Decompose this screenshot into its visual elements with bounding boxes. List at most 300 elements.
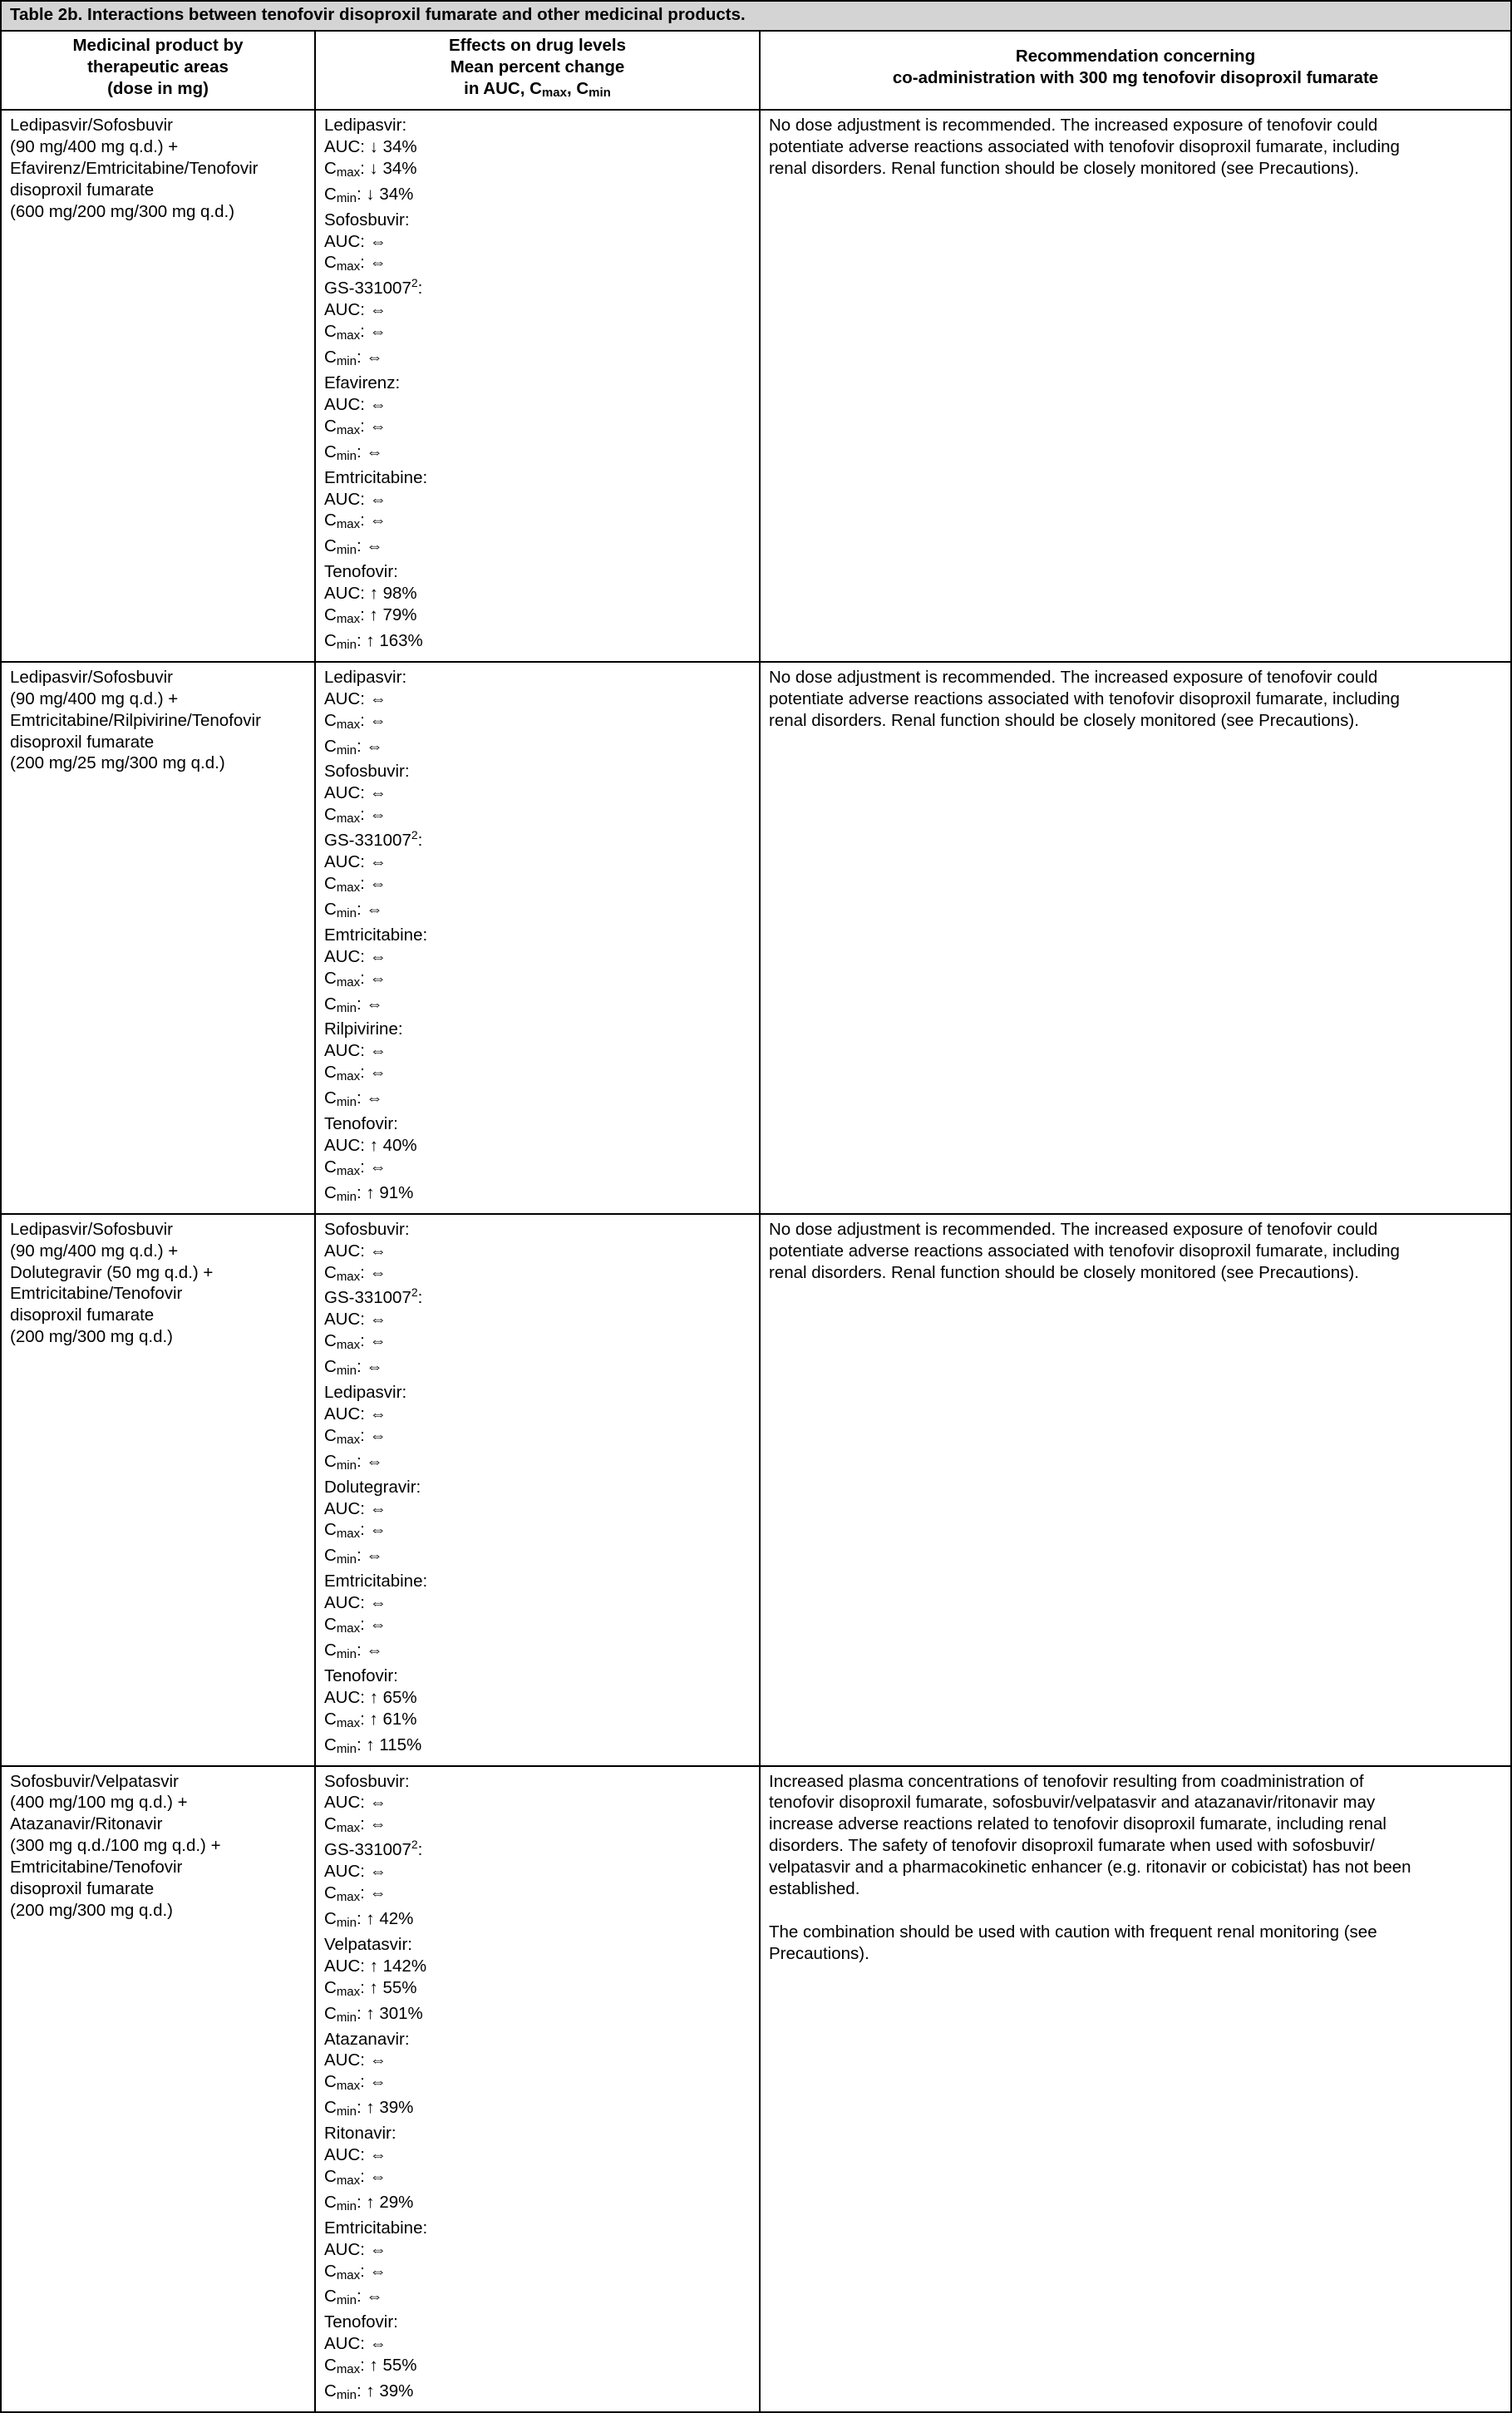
subscript: max xyxy=(336,2173,361,2188)
subscript: max xyxy=(336,881,361,895)
effect-line xyxy=(324,467,751,489)
effects-cell xyxy=(315,662,760,1214)
subscript: max xyxy=(336,1432,361,1447)
subscript: min xyxy=(589,86,611,100)
subscript: min xyxy=(336,2388,357,2403)
effect-line xyxy=(324,710,751,736)
pk-change: : ⇔ xyxy=(360,1425,387,1445)
drug-name: GS-331007 xyxy=(324,1840,411,1860)
subscript: max xyxy=(336,1984,361,1999)
subscript: min xyxy=(336,1915,357,1930)
drug-name: Emtricitabine: xyxy=(324,467,428,487)
product-cell xyxy=(1,110,315,662)
pk-parameter: C xyxy=(324,1451,337,1471)
pk-parameter: AUC xyxy=(324,300,361,320)
pk-change: : ⇔ xyxy=(356,536,383,556)
subscript: max xyxy=(336,328,361,343)
header-line-auc xyxy=(323,78,752,104)
pk-parameter: AUC xyxy=(324,1041,361,1061)
effect-line xyxy=(324,1861,751,1883)
effect-line xyxy=(324,561,751,583)
effect-line xyxy=(324,510,751,535)
pk-change: : ⇔ xyxy=(360,1404,387,1424)
drug-name: Dolutegravir: xyxy=(324,1477,421,1497)
subscript: max xyxy=(336,2079,361,2094)
pk-parameter: AUC xyxy=(324,1793,361,1813)
pk-parameter: C xyxy=(324,874,337,893)
effect-line xyxy=(324,1404,751,1425)
effect-line xyxy=(324,442,751,467)
product-line: Atazanavir/Ritonavir xyxy=(10,1814,163,1834)
pk-change: : ⇔ xyxy=(360,1520,387,1540)
subscript: min xyxy=(336,1364,357,1379)
product-line: (200 mg/300 mg q.d.) xyxy=(10,1327,173,1347)
recommendation-cell xyxy=(760,110,1511,662)
product-line: Emtricitabine/Rilpivirine/Tenofovir xyxy=(10,710,261,730)
pk-parameter: C xyxy=(324,2072,337,2092)
header-line: Effects on drug levels xyxy=(448,36,627,55)
product-line: disoproxil fumarate xyxy=(10,1305,155,1325)
product-line: (90 mg/400 mg q.d.) + xyxy=(10,688,179,708)
footnote-marker: 2 xyxy=(411,1838,418,1852)
effect-line xyxy=(324,1040,751,1062)
subscript: min xyxy=(336,743,357,757)
effect-line xyxy=(324,2029,751,2050)
drug-name: Atazanavir: xyxy=(324,2029,410,2049)
pk-change: : ⇔ xyxy=(360,1331,387,1351)
pk-change: : ↑ 65% xyxy=(360,1687,417,1707)
pk-parameter: AUC xyxy=(324,1241,361,1261)
header-effects xyxy=(315,31,760,110)
effect-line xyxy=(324,1113,751,1135)
effect-line xyxy=(324,347,751,373)
recommendation-cell xyxy=(760,1766,1511,2412)
pk-change: : ↑ 39% xyxy=(356,2098,414,2118)
effect-line xyxy=(324,1640,751,1665)
punctuation: : xyxy=(417,279,423,299)
pk-change: : ↓ 34% xyxy=(360,136,417,156)
subscript: max xyxy=(336,165,361,180)
pk-change: : ⇔ xyxy=(360,1793,387,1813)
drug-name: Efavirenz: xyxy=(324,373,401,392)
drug-name: GS-331007 xyxy=(324,279,411,299)
pk-change: : ⇔ xyxy=(360,2166,387,2186)
pk-parameter: C xyxy=(324,442,337,461)
effect-line xyxy=(324,252,751,278)
pk-parameter: C xyxy=(324,184,337,204)
effect-line xyxy=(324,2218,751,2239)
table-row xyxy=(1,662,1511,1214)
pk-change: : ↑ 142% xyxy=(360,1956,427,1976)
pk-change: : ⇔ xyxy=(360,1157,387,1177)
drug-name: Tenofovir: xyxy=(324,2312,398,2332)
drug-name: Tenofovir: xyxy=(324,1114,398,1134)
pk-change: : ⇔ xyxy=(360,489,387,509)
effect-line xyxy=(324,394,751,416)
effect-line xyxy=(324,2355,751,2381)
pk-change: : ⇔ xyxy=(360,1615,387,1635)
effect-line xyxy=(324,804,751,830)
pk-parameter: C xyxy=(324,1615,337,1635)
pk-change: : ⇔ xyxy=(360,1593,387,1613)
effect-line xyxy=(324,2097,751,2123)
pk-parameter: C xyxy=(324,1182,337,1202)
subscript: max xyxy=(336,812,361,827)
effect-line xyxy=(324,1062,751,1088)
pk-parameter: C xyxy=(324,2003,337,2023)
recommendation-cell xyxy=(760,1214,1511,1766)
recommendation-line: renal disorders. Renal function should be closely monitored (see Precautions). xyxy=(769,1262,1359,1282)
effect-line xyxy=(324,2123,751,2144)
pk-change: : ⇔ xyxy=(360,511,387,530)
product-cell xyxy=(1,1766,315,2412)
header-line: Recommendation concerning xyxy=(1015,47,1256,66)
effect-line xyxy=(324,1498,751,1520)
effect-line xyxy=(324,1309,751,1330)
pk-parameter: AUC xyxy=(324,688,361,708)
pk-parameter: C xyxy=(324,630,337,650)
effects-cell xyxy=(315,1214,760,1766)
effect-line xyxy=(324,2333,751,2355)
pk-change: : ⇔ xyxy=(360,394,387,414)
effect-line xyxy=(324,1330,751,1356)
pk-change: : ⇔ xyxy=(356,736,383,756)
punctuation: : xyxy=(417,1288,423,1308)
recommendation-line: No dose adjustment is recommended. The increased exposure of tenofovir could xyxy=(769,116,1378,135)
pk-parameter: C xyxy=(324,348,337,368)
subscript: max xyxy=(336,517,361,532)
effect-line xyxy=(324,1425,751,1451)
effect-line xyxy=(324,688,751,710)
drug-name: Tenofovir: xyxy=(324,562,398,582)
effect-line xyxy=(324,1262,751,1288)
pk-change: : ⇔ xyxy=(360,300,387,320)
effect-line xyxy=(324,1571,751,1592)
drug-name: Emtricitabine: xyxy=(324,925,428,945)
pk-parameter: C xyxy=(324,605,337,625)
effect-line xyxy=(324,184,751,210)
pk-parameter: AUC xyxy=(324,783,361,803)
pk-parameter: AUC xyxy=(324,852,361,872)
effect-line xyxy=(324,1934,751,1956)
subscript: max xyxy=(336,1069,361,1084)
pk-change: : ⇔ xyxy=(360,2261,387,2281)
product-line: Ledipasvir/Sofosbuvir xyxy=(10,116,173,135)
product-line: (300 mg q.d./100 mg q.d.) + xyxy=(10,1836,221,1856)
product-line: Dolutegravir (50 mg q.d.) + xyxy=(10,1262,214,1282)
subscript: max xyxy=(541,86,567,100)
drug-name: Ledipasvir: xyxy=(324,667,407,687)
subscript: min xyxy=(336,543,357,558)
effect-line xyxy=(324,1771,751,1793)
effect-line xyxy=(324,1157,751,1182)
pk-parameter: AUC xyxy=(324,1687,361,1707)
header-text: , C xyxy=(566,79,589,98)
pk-parameter: AUC xyxy=(324,2145,361,2165)
pk-parameter: C xyxy=(324,158,337,178)
drug-name: Velpatasvir: xyxy=(324,1934,412,1954)
effects-cell xyxy=(315,110,760,662)
effect-line xyxy=(324,115,751,136)
header-row xyxy=(1,31,1511,110)
effect-line xyxy=(324,604,751,630)
pk-parameter: C xyxy=(324,2261,337,2281)
pk-change: : ⇔ xyxy=(356,1088,383,1108)
effect-line xyxy=(324,1287,751,1309)
pk-change: : ⇔ xyxy=(356,994,383,1014)
product-line: Emtricitabine/Tenofovir xyxy=(10,1284,183,1304)
product-line: (600 mg/200 mg/300 mg q.d.) xyxy=(10,201,235,221)
drug-name: Emtricitabine: xyxy=(324,1572,428,1591)
pk-parameter: AUC xyxy=(324,1498,361,1518)
effect-line xyxy=(324,1135,751,1157)
pk-parameter: AUC xyxy=(324,584,361,604)
pk-change: : ⇔ xyxy=(360,968,387,988)
pk-change: : ⇔ xyxy=(360,1310,387,1330)
effect-line xyxy=(324,278,751,299)
header-recommendation xyxy=(760,31,1511,110)
effect-line xyxy=(324,136,751,158)
effect-line xyxy=(324,1792,751,1813)
drug-name: GS-331007 xyxy=(324,1288,411,1308)
pk-parameter: AUC xyxy=(324,394,361,414)
recommendation-line: established. xyxy=(769,1879,860,1899)
effect-line xyxy=(324,2166,751,2192)
pk-parameter: AUC xyxy=(324,1135,361,1155)
effect-line xyxy=(324,994,751,1019)
subscript: min xyxy=(336,190,357,205)
pk-change: : ↑ 42% xyxy=(356,1908,414,1928)
pk-change: : ↑ 61% xyxy=(360,1709,417,1729)
pk-parameter: AUC xyxy=(324,1404,361,1424)
pk-change: : ↑ 115% xyxy=(356,1734,422,1754)
drug-name: Sofosbuvir: xyxy=(324,210,410,229)
pk-change: : ⇔ xyxy=(360,2334,387,2354)
subscript: min xyxy=(336,1095,357,1110)
table-row xyxy=(1,1766,1511,2412)
effect-line xyxy=(324,210,751,231)
pk-change: : ⇔ xyxy=(360,1814,387,1834)
pk-parameter: C xyxy=(324,1331,337,1351)
pk-change: : ⇔ xyxy=(356,348,383,368)
effect-line xyxy=(324,416,751,442)
drug-name: Ritonavir: xyxy=(324,2124,396,2144)
pk-parameter: C xyxy=(324,2098,337,2118)
pk-change: : ↓ 34% xyxy=(360,158,417,178)
pk-change: : ⇔ xyxy=(360,2239,387,2259)
effect-line xyxy=(324,667,751,688)
subscript: min xyxy=(336,1552,357,1567)
pk-parameter: C xyxy=(324,1357,337,1377)
subscript: min xyxy=(336,2198,357,2213)
effect-line xyxy=(324,1883,751,1908)
recommendation-line: potentiate adverse reactions associated with tenofovir disoproxil fumarate, including xyxy=(769,1241,1400,1261)
pk-change: : ⇔ xyxy=(356,1546,383,1566)
recommendation-line: Increased plasma concentrations of tenofovir resulting from coadministration of xyxy=(769,1771,1364,1791)
subscript: max xyxy=(336,259,361,274)
effect-line xyxy=(324,2239,751,2261)
pk-parameter: C xyxy=(324,2381,337,2401)
pk-change: : ⇔ xyxy=(360,783,387,803)
pk-change: : ⇔ xyxy=(356,1357,383,1377)
subscript: max xyxy=(336,1715,361,1730)
effect-line xyxy=(324,583,751,604)
subscript: max xyxy=(336,422,361,437)
subscript: max xyxy=(336,1890,361,1905)
effect-line xyxy=(324,1182,751,1208)
recommendation-line: renal disorders. Renal function should be closely monitored (see Precautions). xyxy=(769,158,1359,178)
drug-name: Tenofovir: xyxy=(324,1665,398,1685)
recommendation-line: potentiate adverse reactions associated with tenofovir disoproxil fumarate, including xyxy=(769,136,1400,156)
effect-line xyxy=(324,1687,751,1709)
effect-line xyxy=(324,2381,751,2406)
pk-parameter: C xyxy=(324,536,337,556)
pk-parameter: C xyxy=(324,1709,337,1729)
pk-parameter: C xyxy=(324,322,337,342)
subscript: min xyxy=(336,354,357,369)
pk-change: : ⇔ xyxy=(360,2145,387,2165)
effect-line xyxy=(324,231,751,253)
subscript: min xyxy=(336,1000,357,1015)
product-cell xyxy=(1,662,315,1214)
header-line: Medicinal product by xyxy=(72,36,244,55)
pk-change: : ⇔ xyxy=(360,710,387,730)
pk-change: : ↑ 301% xyxy=(356,2003,423,2023)
pk-parameter: C xyxy=(324,1734,337,1754)
pk-change: : ↑ 79% xyxy=(360,605,417,625)
pk-parameter: C xyxy=(324,2356,337,2376)
pk-parameter: C xyxy=(324,1520,337,1540)
pk-change: : ⇔ xyxy=(356,1451,383,1471)
pk-parameter: C xyxy=(324,1814,337,1834)
effect-line xyxy=(324,1241,751,1262)
effect-line xyxy=(324,1545,751,1571)
pk-parameter: C xyxy=(324,1908,337,1928)
pk-change: : ⇔ xyxy=(360,1262,387,1282)
pk-change: : ⇔ xyxy=(360,1498,387,1518)
pk-parameter: C xyxy=(324,710,337,730)
effect-line xyxy=(324,2261,751,2287)
effect-line xyxy=(324,489,751,511)
punctuation: : xyxy=(417,1840,423,1860)
subscript: min xyxy=(336,1647,357,1661)
effect-line xyxy=(324,373,751,394)
effect-line xyxy=(324,2144,751,2166)
subscript: max xyxy=(336,1163,361,1178)
pk-parameter: C xyxy=(324,968,337,988)
effect-line xyxy=(324,1592,751,1614)
pk-parameter: C xyxy=(324,416,337,436)
effect-line xyxy=(324,1813,751,1839)
pk-change: : ⇔ xyxy=(356,2287,383,2307)
effect-line xyxy=(324,1451,751,1477)
pk-change: : ⇔ xyxy=(360,253,387,273)
pk-parameter: AUC xyxy=(324,1310,361,1330)
effect-line xyxy=(324,299,751,321)
pk-change: : ⇔ xyxy=(360,1241,387,1261)
pk-parameter: C xyxy=(324,1883,337,1903)
pk-parameter: C xyxy=(324,253,337,273)
subscript: max xyxy=(336,1269,361,1284)
recommendation-line: renal disorders. Renal function should be closely monitored (see Precautions). xyxy=(769,710,1359,730)
pk-change: : ⇔ xyxy=(360,1063,387,1083)
effect-line xyxy=(324,1219,751,1241)
effect-line xyxy=(324,1839,751,1861)
pk-change: : ⇔ xyxy=(356,899,383,919)
subscript: min xyxy=(336,905,357,920)
subscript: min xyxy=(336,1458,357,1473)
subscript: min xyxy=(336,1741,357,1756)
recommendation-line: No dose adjustment is recommended. The increased exposure of tenofovir could xyxy=(769,667,1378,687)
subscript: min xyxy=(336,1189,357,1204)
pk-change: : ⇔ xyxy=(360,946,387,966)
pk-parameter: C xyxy=(324,511,337,530)
effect-line xyxy=(324,2050,751,2071)
pk-change: : ⇔ xyxy=(360,1883,387,1903)
effect-line xyxy=(324,630,751,656)
header-medicinal-product xyxy=(1,31,315,110)
subscript: max xyxy=(336,1338,361,1353)
subscript: max xyxy=(336,1621,361,1636)
effect-line xyxy=(324,1734,751,1760)
effect-line xyxy=(324,2071,751,2097)
pk-change: : ⇔ xyxy=(360,2072,387,2092)
effect-line xyxy=(324,782,751,804)
table-row xyxy=(1,1214,1511,1766)
subscript: min xyxy=(336,2010,357,2025)
header-text: in AUC, C xyxy=(464,79,542,98)
header-line: (dose in mg) xyxy=(107,79,209,98)
pk-change: : ⇔ xyxy=(360,852,387,872)
pk-change: : ↑ 98% xyxy=(360,584,417,604)
pk-parameter: C xyxy=(324,1262,337,1282)
subscript: max xyxy=(336,2267,361,2282)
recommendation-line: No dose adjustment is recommended. The increased exposure of tenofovir could xyxy=(769,1219,1378,1239)
subscript: max xyxy=(336,975,361,989)
pk-change: : ↑ 40% xyxy=(360,1135,417,1155)
pk-change: : ↑ 29% xyxy=(356,2192,414,2212)
subscript: min xyxy=(336,637,357,652)
recommendation-line: potentiate adverse reactions associated with tenofovir disoproxil fumarate, including xyxy=(769,688,1400,708)
pk-change: : ↑ 39% xyxy=(356,2381,414,2401)
pk-parameter: C xyxy=(324,1977,337,1997)
effect-line xyxy=(324,2003,751,2029)
pk-parameter: AUC xyxy=(324,2050,361,2070)
pk-change: : ⇔ xyxy=(360,2050,387,2070)
product-line: disoproxil fumarate xyxy=(10,732,155,752)
effect-line xyxy=(324,851,751,873)
pk-change: : ↑ 91% xyxy=(356,1182,414,1202)
pk-change: : ⇔ xyxy=(360,322,387,342)
pk-parameter: C xyxy=(324,805,337,825)
pk-parameter: C xyxy=(324,2287,337,2307)
pk-change: : ↑ 55% xyxy=(360,2356,417,2376)
table-title: Table 2b. Interactions between tenofovir disoproxil fumarate and other medicinal products. xyxy=(1,1,1511,31)
pk-parameter: AUC xyxy=(324,2239,361,2259)
drug-name: GS-331007 xyxy=(324,831,411,851)
effect-line xyxy=(324,761,751,782)
recommendation-line: The combination should be used with caution with frequent renal monitoring (see xyxy=(769,1922,1377,1942)
effect-line xyxy=(324,1665,751,1687)
effect-line xyxy=(324,968,751,994)
effect-line xyxy=(324,1977,751,2003)
pk-change: : ⇔ xyxy=(360,1041,387,1061)
subscript: max xyxy=(336,717,361,732)
subscript: min xyxy=(336,2105,357,2119)
product-line: disoproxil fumarate xyxy=(10,180,155,200)
pk-parameter: C xyxy=(324,1425,337,1445)
effect-line xyxy=(324,535,751,561)
